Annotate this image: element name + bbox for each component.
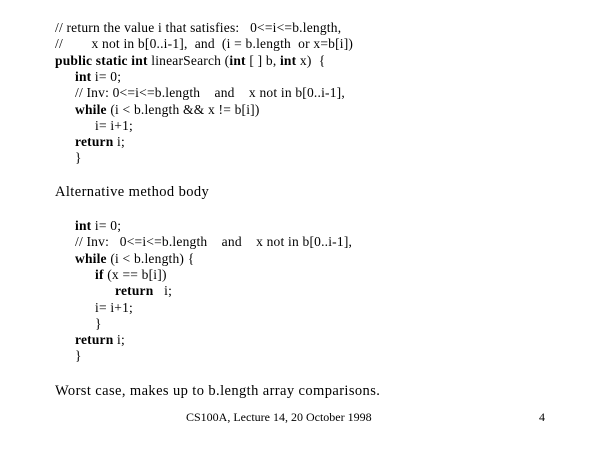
code-text: } [95, 315, 102, 331]
code-text: } [75, 150, 82, 166]
code-keyword: int [75, 218, 92, 233]
code-line [75, 85, 345, 101]
code-keyword: return [115, 283, 154, 299]
code-line [55, 53, 325, 69]
code-text: i= i+1; [95, 117, 134, 133]
code-keyword: public static int [55, 52, 148, 68]
slide-footer: CS100A, Lecture 14, 20 October 1998 [186, 410, 372, 424]
code-text: linearSearch ( [147, 52, 230, 68]
code-text: i= i+1; [95, 299, 134, 315]
code-text: // x not in b[0..i-1], and (i = b.length or x=b[i]) [55, 36, 354, 52]
code-keyword: return [75, 134, 114, 150]
code-keyword: return [75, 332, 114, 348]
code-text: i; [113, 134, 125, 150]
code-line [95, 316, 102, 332]
code-text: // return the value i that satisfies: 0<=i<=b.length, [55, 20, 342, 35]
code-keyword: int [279, 52, 297, 68]
code-text: i; [153, 283, 173, 299]
code-line [75, 218, 121, 234]
code-line [75, 150, 82, 166]
code-text: [ ] b, [245, 52, 280, 68]
code-text: // Inv: 0<=i<=b.length and x not in b[0..i-1], [75, 234, 353, 250]
page-number: 4 [539, 410, 545, 424]
code-line [75, 348, 82, 364]
code-line [75, 251, 194, 267]
code-line [75, 332, 125, 348]
code-keyword: if [95, 266, 104, 282]
code-text: x) { [296, 52, 326, 68]
code-line [75, 234, 352, 250]
code-text: i; [113, 332, 125, 348]
code-line [55, 20, 341, 36]
code-keyword: while [75, 250, 107, 266]
alternative-heading: Alternative method body [55, 184, 210, 200]
code-line [75, 102, 260, 118]
code-text: } [75, 348, 82, 364]
code-line [75, 134, 125, 150]
code-line [55, 36, 353, 52]
code-text: (i < b.length) { [106, 250, 195, 266]
code-keyword: int [75, 68, 92, 84]
code-text: (i < b.length && x != b[i]) [106, 101, 260, 117]
worst-case-summary: Worst case, makes up to b.length array comparisons. [55, 383, 381, 399]
code-line [95, 267, 167, 283]
code-text: (x == b[i]) [103, 266, 167, 282]
code-text: i= 0; [91, 68, 122, 84]
code-text: i= 0; [91, 218, 122, 233]
code-keyword: int [229, 52, 246, 68]
code-text: // Inv: 0<=i<=b.length and x not in b[0..i-1], [75, 85, 345, 101]
code-line [75, 69, 121, 85]
code-line [95, 300, 133, 316]
code-line [95, 118, 133, 134]
code-line [115, 283, 172, 299]
code-keyword: while [75, 101, 107, 117]
